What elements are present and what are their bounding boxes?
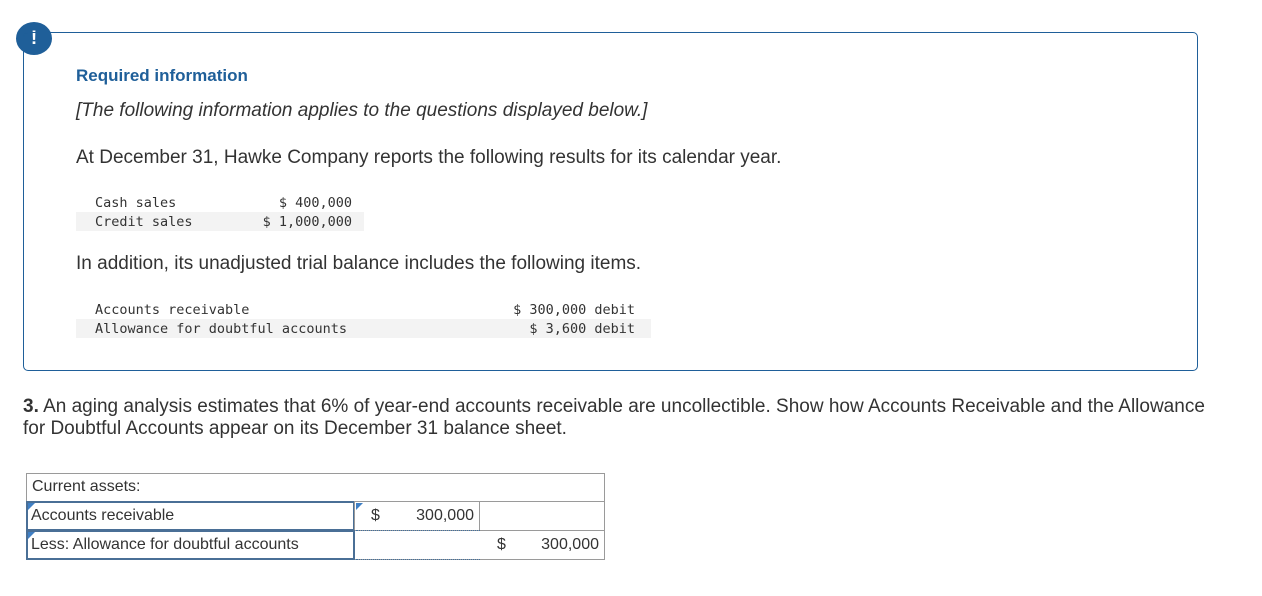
allowance-amount-input[interactable]: [356, 530, 480, 560]
sales-row: [76, 193, 364, 212]
trial-row: [76, 319, 651, 338]
sales-table: [76, 193, 364, 231]
trial-label: Allowance for doubtful accounts: [95, 320, 347, 337]
sales-label: Credit sales: [95, 213, 193, 230]
row-amount: 300,000: [416, 507, 474, 524]
info-note: [The following information applies to the questions displayed below.]: [76, 100, 648, 121]
question-body: An aging analysis estimates that 6% of year-end accounts receivable are uncollectible. Show how Accounts Receivable and the Allowance for Doubtful Accounts appear on its December 31 balance sheet.: [23, 396, 1205, 439]
trial-value: $ 3,600 debit: [529, 320, 635, 337]
sales-row: [76, 212, 364, 231]
trial-label: Accounts receivable: [95, 301, 250, 318]
input-marker-icon: [356, 503, 363, 510]
info-title: Required information: [76, 66, 248, 85]
exclamation-icon: !: [30, 27, 38, 49]
sales-label: Cash sales: [95, 194, 177, 211]
required-information-panel: [23, 32, 1198, 371]
trial-balance-table: [76, 300, 651, 338]
sales-value: $ 400,000: [278, 194, 352, 211]
info-intro: At December 31, Hawke Company reports the following results for its calendar year.: [76, 147, 782, 168]
trial-row: [76, 300, 651, 319]
section-header: Current assets:: [32, 478, 141, 495]
question-text: [23, 396, 1223, 440]
row-label: Accounts receivable: [31, 507, 175, 524]
trial-value: $ 300,000 debit: [513, 301, 635, 318]
question-number: 3.: [23, 396, 39, 417]
info-additional: In addition, its unadjusted trial balance includes the following items.: [76, 253, 642, 274]
sales-value: $ 1,000,000: [262, 213, 352, 230]
row-total: 300,000: [541, 536, 599, 553]
total-currency: $: [497, 536, 506, 553]
balance-sheet-table: [26, 473, 605, 560]
row-label: Less: Allowance for doubtful accounts: [31, 536, 299, 553]
currency-symbol: $: [371, 507, 380, 524]
